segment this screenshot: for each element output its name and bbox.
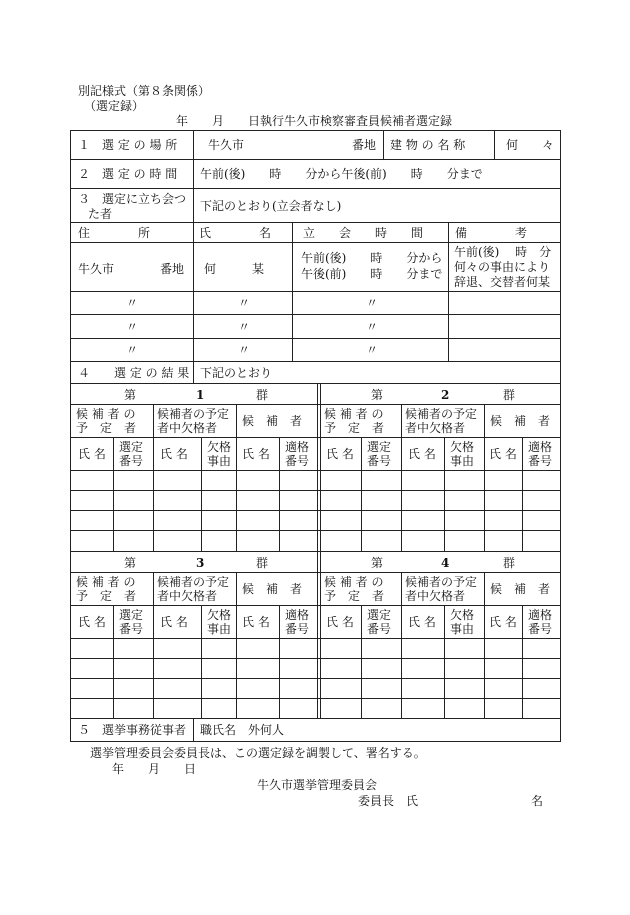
- name-header: 氏 名: [199, 226, 272, 240]
- attendee-city: 牛久市: [78, 262, 115, 276]
- election-staff-label: ５ 選挙事務従事者: [78, 723, 187, 737]
- ditto-mark: 〃: [238, 296, 251, 310]
- ditto-mark: 〃: [126, 296, 139, 310]
- witness-value: 下記のとおり(立会者なし): [200, 199, 342, 213]
- selection-time-value: 午前(後) 時 分から午後(前) 時 分まで: [200, 167, 483, 181]
- ditto-mark: 〃: [238, 343, 251, 357]
- building-name-label: 建 物 の 名 称: [390, 138, 466, 152]
- remarks-header: 備 考: [455, 226, 528, 240]
- signer-label: 委員長 氏: [358, 794, 419, 808]
- ditto-mark: 〃: [126, 343, 139, 357]
- witness-label-line1: ３ 選定に立ち会つ: [78, 192, 187, 206]
- selection-place-city: 牛久市: [208, 138, 245, 152]
- selection-place-label: １ 選 定 の 場 所: [78, 138, 178, 152]
- attendee-time-from: 午前(後) 時 分から: [301, 251, 443, 265]
- attendee-time-to: 午後(前) 時 分まで: [301, 267, 443, 281]
- form-name: （選定録）: [84, 99, 145, 113]
- selection-result-label: ４ 選 定 の 結 果: [78, 366, 190, 380]
- attendee-banchi: 番地: [160, 262, 185, 276]
- attendee-name: 何 某: [204, 262, 265, 276]
- footer-date: 年 月 日: [112, 762, 197, 776]
- attendee-remarks-line3: 辞退、交替者何某: [454, 275, 551, 289]
- attendance-time-header: 立 会 時 間: [303, 226, 424, 240]
- attendee-remarks-line2: 何々の事由により: [454, 260, 551, 274]
- ditto-mark: 〃: [366, 296, 379, 310]
- ditto-mark: 〃: [366, 343, 379, 357]
- selection-place-banchi: 番地: [352, 138, 377, 152]
- selection-result-value: 下記のとおり: [200, 366, 273, 380]
- committee-name: 牛久市選挙管理委員会: [257, 778, 378, 792]
- document-title: 年 月 日執行牛久市検察審査員候補者選定録: [176, 114, 453, 128]
- ditto-mark: 〃: [366, 320, 379, 334]
- ditto-mark: 〃: [126, 320, 139, 334]
- ditto-mark: 〃: [238, 320, 251, 334]
- footer-statement: 選挙管理委員会委員長は、この選定録を調製して、署名する。: [90, 746, 426, 760]
- form-reference: 別記様式（第８条関係）: [78, 84, 211, 98]
- address-header: 住 所: [78, 226, 151, 240]
- signer-name-suffix: 名: [531, 794, 544, 808]
- selection-time-label: ２ 選 定 の 時 間: [78, 167, 178, 181]
- attendee-remarks-line1: 午前(後) 時 分: [454, 245, 552, 259]
- election-staff-value: 職氏名 外何人: [200, 723, 285, 737]
- witness-label-line2: た者: [88, 207, 113, 221]
- building-name-value: 何 々: [506, 138, 555, 152]
